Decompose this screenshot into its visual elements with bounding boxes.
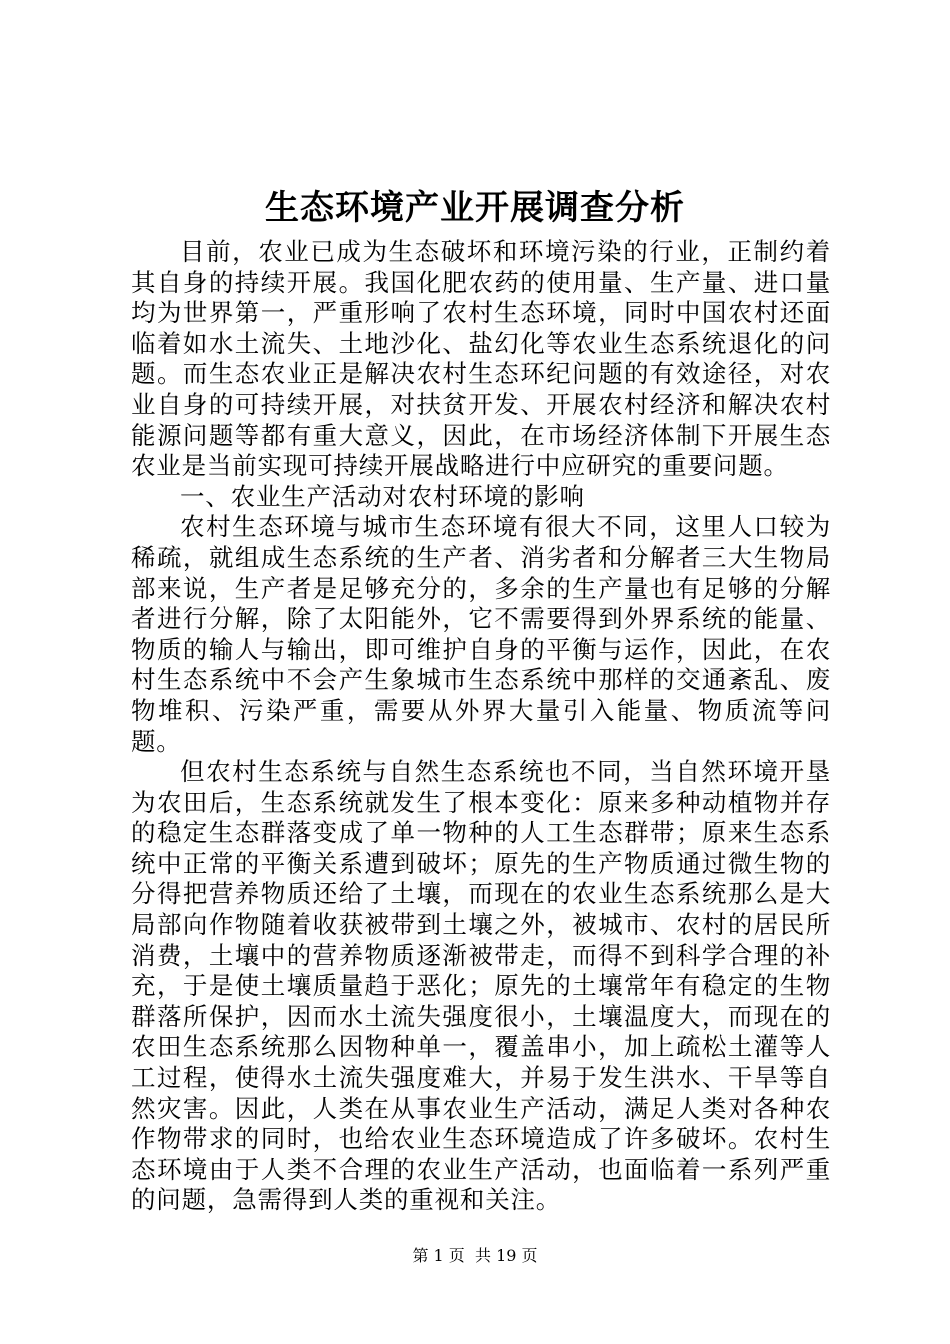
footer-spacer — [465, 1246, 475, 1265]
page-footer — [0, 1244, 950, 1268]
page-number: 第 1 页 — [412, 1246, 465, 1265]
page-total: 共 19 页 — [474, 1246, 538, 1265]
paragraph-rural-vs-natural: 但农村生态系统与自然生态系统也不同，当自然环境开垦为农田后，生态系统就发生了根本变化：原来多种动植物并存的稳定生态群落变成了单一物种的人工生态群带；原来生态系统中正常的平衡关系遭到破坏；原先的生产物质通过微生物的分得把营养物质还给了土壤，而现在的农业生态系统那么是大局部向作物随着收获被带到土壤之外，被城市、农村的居民所消费，土壤中的营养物质逐渐被带走，而得不到科学合理的补充，于是使土壤质量趋于恶化；原先的土壤常年有稳定的生物群落所保护，因而水土流失强度很小，土壤温度大，而现在的农田生态系统那么因物种单一，覆盖串小，加上疏松土灌等人工过程，使得水土流失强度难大，并易于发生洪水、干旱等自然灾害。因此，人类在从事农业生产活动，满足人类对各种农作物带求的同时，也给农业生态环境造成了许多破坏。农村生态环境由于人类不合理的农业生产活动，也面临着一系列严重的问题，急需得到人类的重视和关注。 — [131, 757, 831, 1215]
paragraph-rural-vs-urban: 农村生态环境与城市生态环境有很大不同，这里人口较为稀疏，就组成生态系统的生产者、消劣者和分解者三大生物局部来说，生产者是足够充分的，多余的生产量也有足够的分解者进行分解，除了太阳能外，它不需要得到外界系统的能量、物质的输人与输出，即可维护自身的平衡与运作，因此，在农村生态系统中不会产生象城市生态系统中那样的交通紊乱、废物堆积、污染严重，需要从外界大量引入能量、物质流等问题。 — [131, 512, 831, 756]
paragraph-intro: 目前，农业已成为生态破坏和环境污染的行业，正制约着其自身的持续开展。我国化肥农药的使用量、生产量、进口量均为世界第一，严重形响了农村生态环境，同时中国农村还面临着如水土流失、土地沙化、盐幻化等农业生态系统退化的问题。而生态农业正是解决农村生态环纪问题的有效途径，对农业自身的可持续开展，对扶贫开发、开展农村经济和解决农村能源问题等都有重大意义，因此，在市场经济体制下开展生态农业是当前实现可持续开展战略进行中应研究的重要问题。 — [131, 237, 831, 481]
section-heading: 一、农业生产活动对农村环境的影响 — [180, 481, 585, 511]
document-body — [131, 237, 831, 1216]
document-title: 生态环境产业开展调查分析 — [265, 188, 685, 228]
